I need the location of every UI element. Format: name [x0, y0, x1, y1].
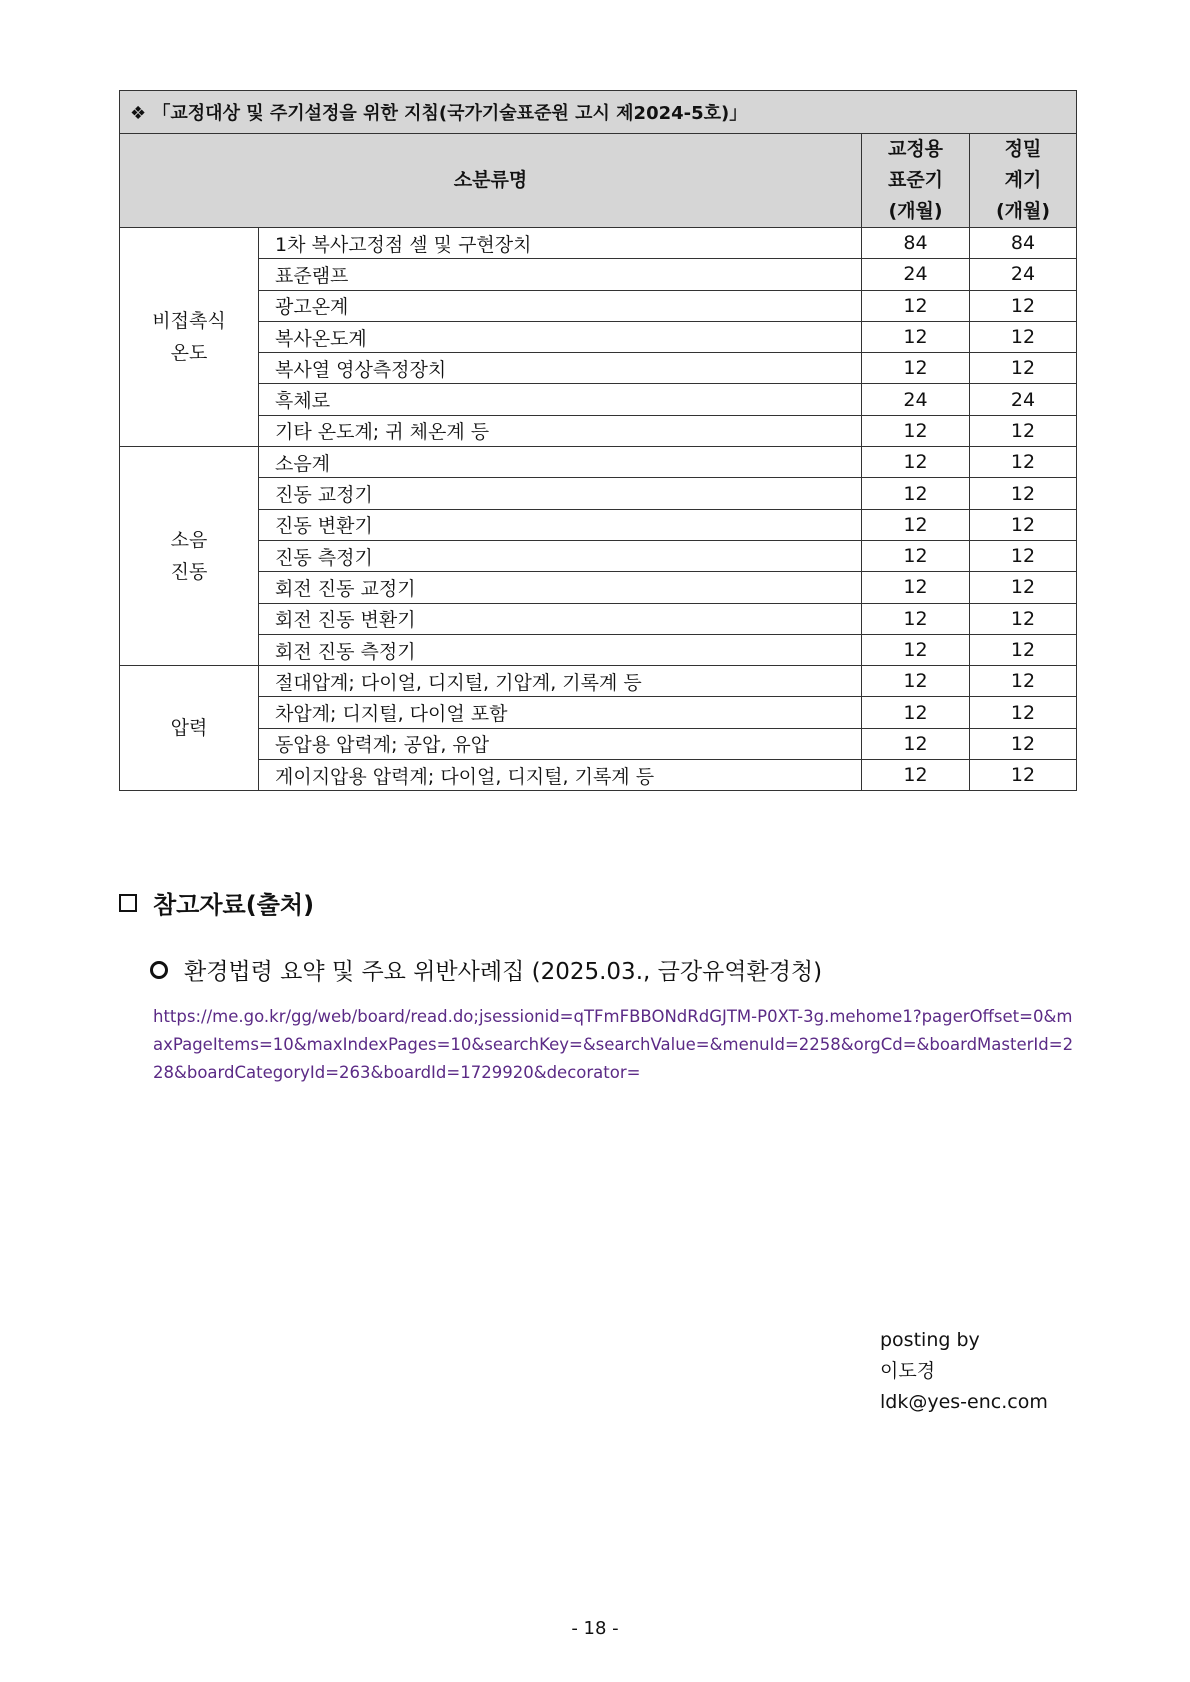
table-row	[120, 321, 1077, 352]
group-label-line: 소음	[170, 529, 208, 552]
item-name: 진동 측정기	[259, 540, 862, 571]
item-name: 표준램프	[259, 259, 862, 290]
precision-interval: 12	[970, 321, 1077, 352]
standard-interval: 12	[862, 540, 970, 571]
precision-interval: 12	[970, 540, 1077, 571]
table-row	[120, 509, 1077, 540]
table-row	[120, 540, 1077, 571]
calibration-interval-table	[119, 90, 1077, 791]
reference-item-text: 환경법령 요약 및 주요 위반사례집 (2025.03., 금강유역환경청)	[184, 959, 823, 985]
header-precision-line-1: 정밀	[1004, 138, 1042, 160]
standard-interval: 12	[862, 478, 970, 509]
precision-interval: 24	[970, 384, 1077, 415]
reference-url-link[interactable]: https://me.go.kr/gg/web/board/read.do;jsessionid=qTFmFBBONdRdGJTM-P0XT-3g.mehome1?pagerOffset=0&maxPageItems=10&maxIndexPages=10&searchKey=&searchValue=&menuId=2258&orgCd=&boardMasterId=228&boardCategoryId=263&boardId=1729920&decorator=	[153, 1007, 1074, 1082]
precision-interval: 12	[970, 509, 1077, 540]
posting-email[interactable]: ldk@yes-enc.com	[880, 1391, 1048, 1413]
circle-bullet-icon	[150, 961, 168, 979]
item-name: 회전 진동 변환기	[259, 603, 862, 634]
precision-interval: 12	[970, 478, 1077, 509]
item-name: 진동 교정기	[259, 478, 862, 509]
item-name: 1차 복사고정점 셀 및 구현장치	[259, 228, 862, 259]
item-name: 기타 온도계; 귀 체온계 등	[259, 415, 862, 446]
precision-interval: 12	[970, 290, 1077, 321]
standard-interval: 12	[862, 760, 970, 791]
precision-interval: 12	[970, 760, 1077, 791]
posting-author: 이도경	[880, 1360, 936, 1382]
table-row	[120, 572, 1077, 603]
item-name: 회전 진동 교정기	[259, 572, 862, 603]
precision-interval: 12	[970, 666, 1077, 697]
group-label	[120, 666, 259, 791]
header-standard-line-2: 표준기	[887, 169, 944, 191]
header-precision-line-3: (개월)	[995, 200, 1051, 222]
header-precision-interval	[970, 134, 1077, 228]
item-name: 복사열 영상측정장치	[259, 353, 862, 384]
header-standard-line-1: 교정용	[887, 138, 944, 160]
table-row	[120, 728, 1077, 759]
table-row	[120, 666, 1077, 697]
item-name: 회전 진동 측정기	[259, 634, 862, 665]
standard-interval: 12	[862, 415, 970, 446]
references-title: 참고자료(출처)	[153, 891, 315, 919]
item-name: 동압용 압력계; 공압, 유압	[259, 728, 862, 759]
table-row	[120, 447, 1077, 478]
precision-interval: 24	[970, 259, 1077, 290]
table-row	[120, 384, 1077, 415]
page-number: - 18 -	[571, 1618, 619, 1639]
posting-label: posting by	[880, 1329, 980, 1351]
posting-block	[880, 1325, 1048, 1418]
standard-interval: 24	[862, 384, 970, 415]
standard-interval: 12	[862, 603, 970, 634]
standard-interval: 12	[862, 666, 970, 697]
item-name: 광고온계	[259, 290, 862, 321]
standard-interval: 12	[862, 321, 970, 352]
header-precision-line-2: 계기	[1004, 169, 1042, 191]
standard-interval: 12	[862, 572, 970, 603]
standard-interval: 12	[862, 697, 970, 728]
table-row	[120, 259, 1077, 290]
group-label-line: 비접촉식	[152, 310, 226, 333]
item-name: 소음계	[259, 447, 862, 478]
table-row	[120, 760, 1077, 791]
group-label-line: 온도	[170, 342, 208, 365]
item-name: 진동 변환기	[259, 509, 862, 540]
table-row	[120, 478, 1077, 509]
standard-interval: 12	[862, 353, 970, 384]
header-standard-line-3: (개월)	[888, 200, 943, 222]
header-name: 소분류명	[120, 134, 862, 228]
precision-interval: 12	[970, 697, 1077, 728]
standard-interval: 24	[862, 259, 970, 290]
table-title: ❖ 「교정대상 및 주기설정을 위한 지침(국가기술표준원 고시 제2024-5호)」	[120, 91, 1077, 134]
group-label-line: 진동	[170, 561, 208, 584]
precision-interval: 12	[970, 634, 1077, 665]
precision-interval: 12	[970, 572, 1077, 603]
precision-interval: 12	[970, 447, 1077, 478]
table-row	[120, 290, 1077, 321]
checkbox-square-icon	[119, 894, 137, 912]
standard-interval: 12	[862, 634, 970, 665]
item-name: 차압계; 디지털, 다이얼 포함	[259, 697, 862, 728]
group-label	[120, 228, 259, 447]
precision-interval: 12	[970, 415, 1077, 446]
table-row	[120, 603, 1077, 634]
header-standard-interval	[862, 134, 970, 228]
table-row	[120, 353, 1077, 384]
item-name: 흑체로	[259, 384, 862, 415]
table-row	[120, 415, 1077, 446]
precision-interval: 12	[970, 728, 1077, 759]
table-row	[120, 697, 1077, 728]
table-row	[120, 228, 1077, 259]
table-row	[120, 634, 1077, 665]
standard-interval: 12	[862, 728, 970, 759]
item-name: 복사온도계	[259, 321, 862, 352]
standard-interval: 12	[862, 447, 970, 478]
references-heading	[119, 885, 314, 920]
standard-interval: 12	[862, 509, 970, 540]
item-name: 게이지압용 압력계; 다이얼, 디지털, 기록계 등	[259, 760, 862, 791]
precision-interval: 12	[970, 353, 1077, 384]
reference-item	[150, 953, 822, 986]
standard-interval: 12	[862, 290, 970, 321]
group-label	[120, 447, 259, 666]
group-label-line: 압력	[170, 717, 208, 740]
precision-interval: 12	[970, 603, 1077, 634]
precision-interval: 84	[970, 228, 1077, 259]
item-name: 절대압계; 다이얼, 디지털, 기압계, 기록계 등	[259, 666, 862, 697]
standard-interval: 84	[862, 228, 970, 259]
